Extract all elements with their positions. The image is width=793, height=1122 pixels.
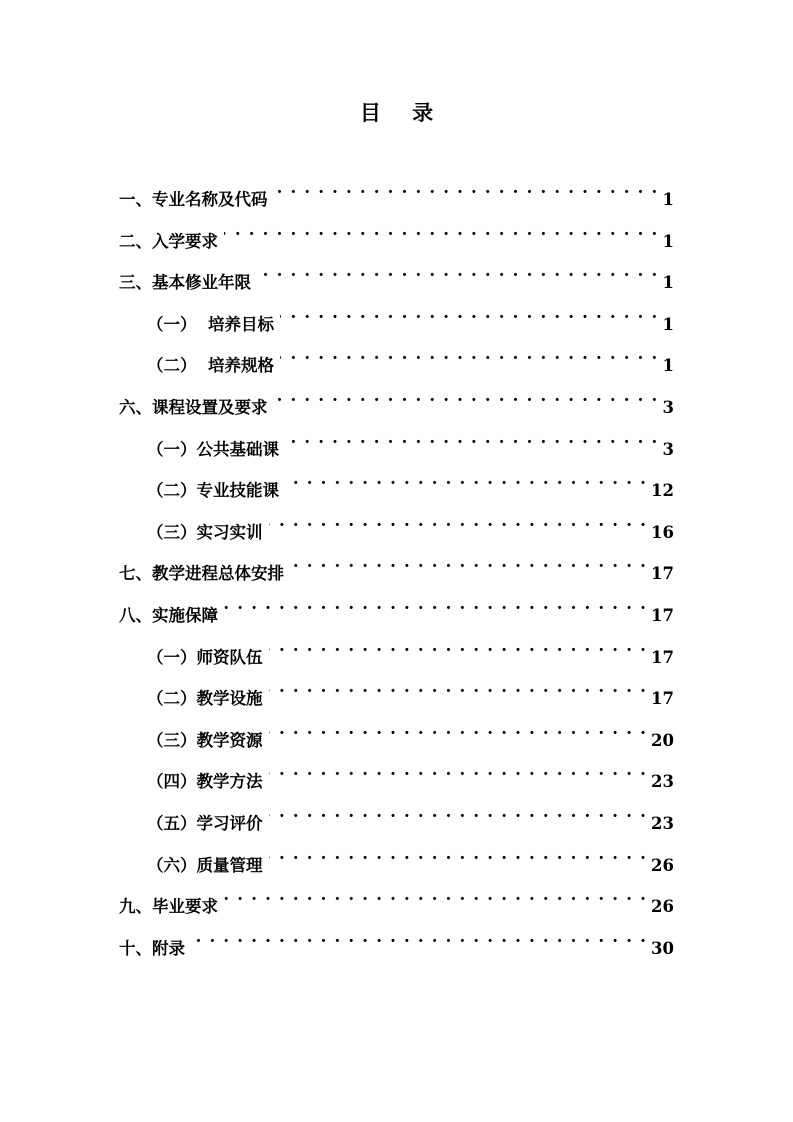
toc-entry-label: 一、专业名称及代码: [119, 190, 268, 209]
toc-entry-page-number: 26: [651, 897, 674, 917]
toc-entry[interactable]: [119, 545, 674, 587]
toc-entry-page-number: 1: [662, 190, 674, 209]
toc-entry-label: （二） 培养规格: [147, 356, 274, 376]
toc-dot-leader: [274, 171, 659, 205]
toc-dot-leader: [269, 629, 648, 663]
toc-entry[interactable]: [119, 670, 674, 712]
toc-dot-leader: [269, 795, 648, 829]
toc-entry-label: （一）公共基础课: [147, 439, 279, 459]
toc-entry-page-number: 20: [651, 730, 674, 750]
toc-dot-leader: [269, 670, 648, 704]
toc-entry[interactable]: [119, 837, 674, 879]
toc-entry-page-number: 30: [651, 938, 674, 958]
toc-entry-label: （三）实习实训: [147, 522, 263, 542]
toc-dot-leader: [224, 878, 647, 912]
toc-entry-label: （三）教学资源: [147, 730, 263, 750]
toc-entry[interactable]: [119, 296, 674, 338]
table-of-contents: [119, 171, 674, 961]
toc-entry-label: 八、实施保障: [119, 605, 218, 625]
toc-dot-leader: [269, 837, 648, 871]
toc-entry-label: （二）教学设施: [147, 689, 263, 709]
toc-entry[interactable]: [119, 712, 674, 754]
toc-entry[interactable]: [119, 254, 674, 296]
toc-dot-leader: [224, 213, 659, 247]
toc-entry-page-number: 1: [662, 356, 674, 376]
toc-entry-label: 七、教学进程总体安排: [119, 564, 284, 584]
toc-entry-page-number: 17: [651, 605, 674, 625]
toc-dot-leader: [269, 504, 648, 538]
toc-entry-label: 六、课程设置及要求: [119, 397, 268, 417]
toc-entry-page-number: 1: [662, 314, 674, 334]
toc-entry[interactable]: [119, 504, 674, 546]
toc-entry[interactable]: [119, 213, 674, 255]
toc-entry[interactable]: [119, 753, 674, 795]
toc-entry[interactable]: [119, 171, 674, 213]
toc-entry-label: 三、基本修业年限: [119, 273, 251, 293]
toc-entry[interactable]: [119, 920, 674, 962]
toc-entry-page-number: 23: [651, 813, 674, 833]
toc-entry-page-number: 17: [651, 689, 674, 709]
toc-entry-page-number: 3: [662, 439, 674, 459]
toc-entry-label: （一）师资队伍: [147, 647, 263, 667]
toc-entry-page-number: 23: [651, 772, 674, 792]
toc-entry-page-number: 17: [651, 647, 674, 667]
toc-dot-leader: [280, 337, 659, 371]
toc-entry[interactable]: [119, 379, 674, 421]
toc-entry-page-number: 3: [662, 397, 674, 417]
toc-entry[interactable]: [119, 421, 674, 463]
toc-entry-label: 十、附录: [119, 938, 185, 958]
page-title: 目 录: [359, 100, 446, 125]
toc-entry-label: 二、入学要求: [119, 231, 218, 251]
toc-entry[interactable]: [119, 878, 674, 920]
toc-dot-leader: [191, 920, 647, 954]
toc-dot-leader: [257, 254, 659, 288]
toc-dot-leader: [285, 421, 659, 455]
toc-entry[interactable]: [119, 462, 674, 504]
toc-entry-page-number: 12: [651, 481, 674, 501]
toc-entry[interactable]: [119, 795, 674, 837]
toc-entry-page-number: 17: [651, 564, 674, 584]
toc-entry-label: 九、毕业要求: [119, 897, 218, 917]
toc-entry-label: （四）教学方法: [147, 772, 263, 792]
toc-entry-label: （六）质量管理: [147, 855, 263, 875]
toc-dot-leader: [280, 296, 659, 330]
toc-entry-label: （二）专业技能课: [147, 481, 279, 501]
toc-entry-label: （一） 培养目标: [147, 314, 274, 334]
toc-entry-label: （五）学习评价: [147, 813, 263, 833]
toc-entry[interactable]: [119, 587, 674, 629]
toc-entry[interactable]: [119, 629, 674, 671]
toc-dot-leader: [269, 753, 648, 787]
toc-dot-leader: [269, 712, 648, 746]
toc-dot-leader: [290, 545, 647, 579]
toc-entry-page-number: 1: [662, 273, 674, 293]
toc-entry-page-number: 16: [651, 522, 674, 542]
toc-dot-leader: [274, 379, 659, 413]
toc-entry[interactable]: [119, 337, 674, 379]
toc-dot-leader: [285, 462, 647, 496]
toc-entry-page-number: 26: [651, 855, 674, 875]
toc-dot-leader: [224, 587, 647, 621]
toc-entry-page-number: 1: [662, 231, 674, 251]
